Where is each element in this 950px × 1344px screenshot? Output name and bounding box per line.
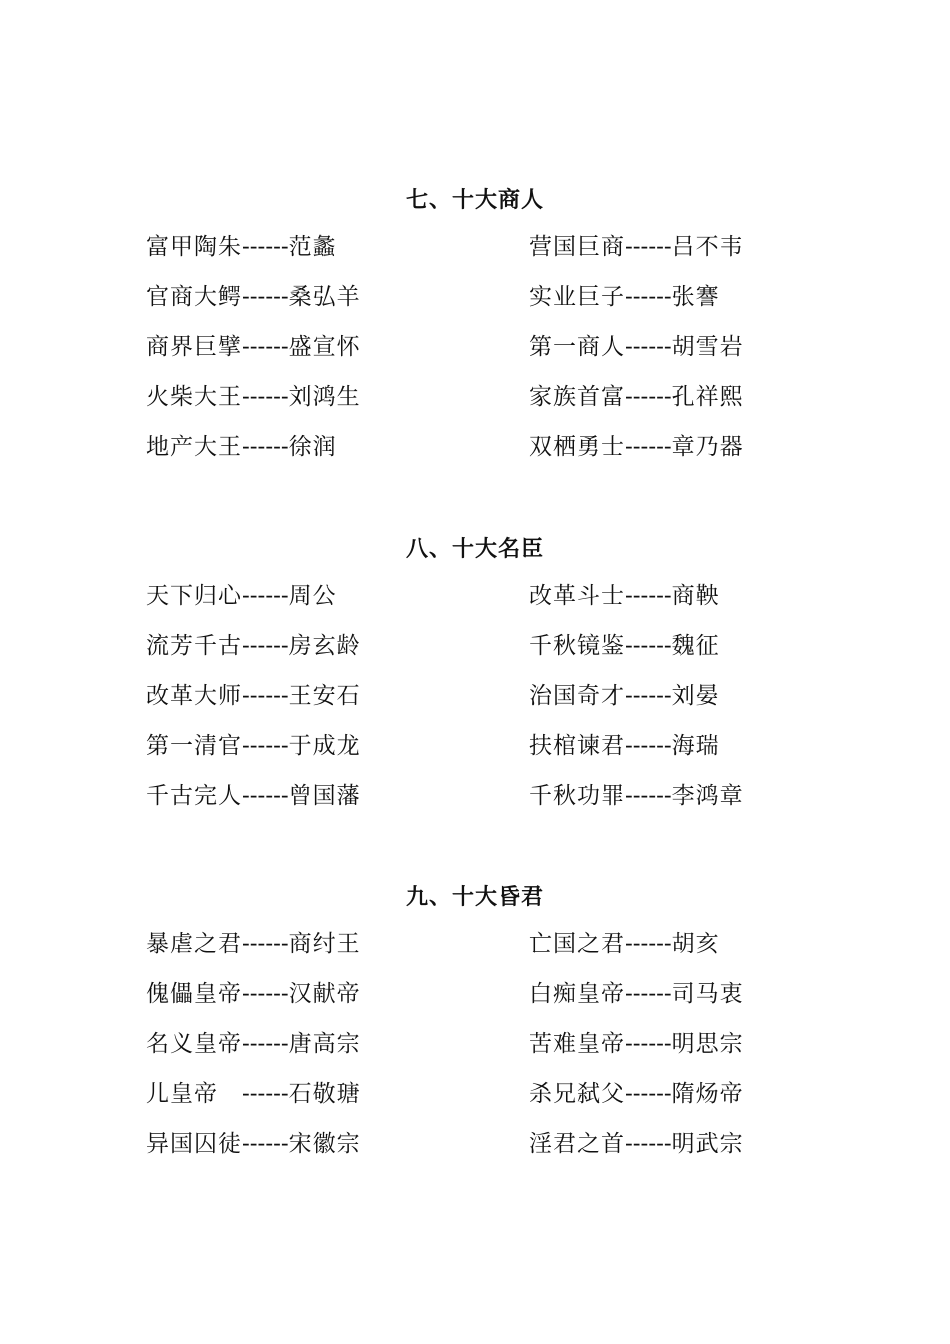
section-heading: 九、十大昏君 [405,884,544,910]
list-item: 杀兄弑父------隋炀帝 [529,1081,744,1107]
list-item: 暴虐之君------商纣王 [146,931,361,957]
list-item: 家族首富------孔祥熙 [529,384,744,410]
list-item: 名义皇帝------唐高宗 [146,1031,361,1057]
list-item: 火柴大王------刘鸿生 [146,384,361,410]
list-item: 天下归心------周公 [146,583,337,609]
list-item: 傀儡皇帝------汉献帝 [146,981,361,1007]
list-item: 地产大王------徐润 [146,434,337,460]
list-item: 淫君之首------明武宗 [529,1131,744,1157]
section-heading: 七、十大商人 [405,187,544,213]
list-item: 儿皇帝 ------石敬瑭 [146,1081,361,1107]
list-item: 白痴皇帝------司马衷 [529,981,744,1007]
list-item: 第一商人------胡雪岩 [529,334,744,360]
list-item: 亡国之君------胡亥 [529,931,720,957]
list-item: 千古完人------曾国藩 [146,783,361,809]
list-item: 苦难皇帝------明思宗 [529,1031,744,1057]
list-item: 第一清官------于成龙 [146,733,361,759]
list-item: 官商大鳄------桑弘羊 [146,284,361,310]
list-item: 千秋功罪------李鸿章 [529,783,744,809]
list-item: 治国奇才------刘晏 [529,683,720,709]
list-item: 千秋镜鉴------魏征 [529,633,720,659]
list-item: 商界巨擘------盛宣怀 [146,334,361,360]
list-item: 异国囚徒------宋徽宗 [146,1131,361,1157]
list-item: 改革斗士------商鞅 [529,583,720,609]
list-item: 实业巨子------张謇 [529,284,720,310]
list-item: 流芳千古------房玄龄 [146,633,361,659]
list-item: 双栖勇士------章乃器 [529,434,744,460]
section-heading: 八、十大名臣 [405,536,544,562]
list-item: 富甲陶朱------范蠡 [146,234,337,260]
list-item: 改革大师------王安石 [146,683,361,709]
list-item: 营国巨商------吕不韦 [529,234,744,260]
list-item: 扶棺谏君------海瑞 [529,733,720,759]
